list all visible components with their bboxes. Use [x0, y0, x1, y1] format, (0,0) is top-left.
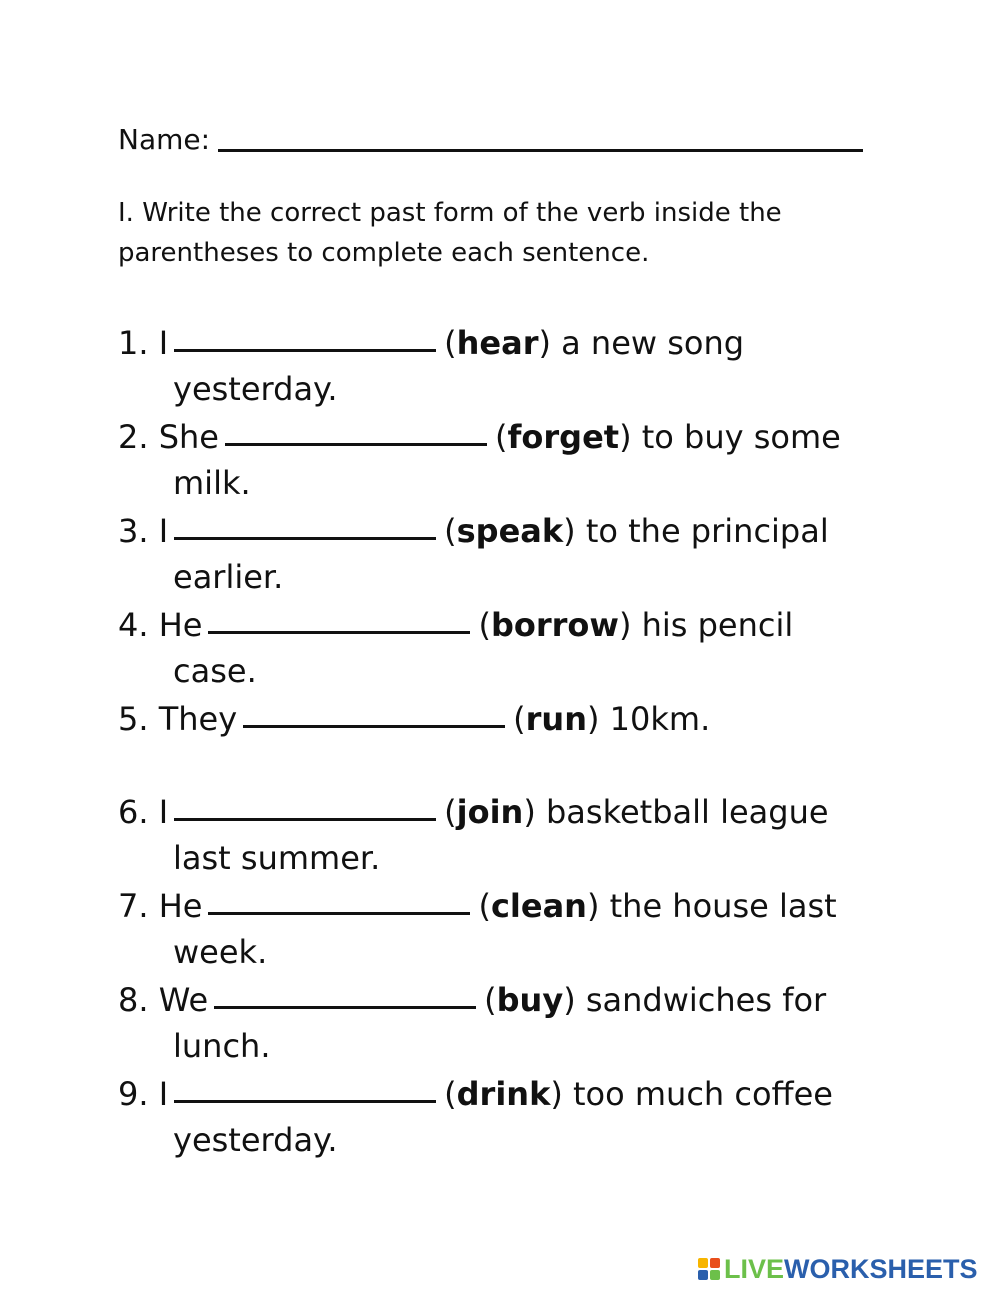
logo-square-icon	[698, 1258, 708, 1268]
exercise-item-8: 8. We (buy) sandwiches for lunch.	[118, 977, 898, 1069]
item-verb: run	[525, 700, 587, 738]
item-verb: join	[456, 793, 524, 831]
exercise-item-3: 3. I (speak) to the principal earlier.	[118, 508, 898, 600]
item-continuation: lunch.	[173, 1027, 271, 1065]
liveworksheets-logo[interactable]	[698, 1254, 978, 1284]
item-subject: I	[158, 324, 169, 362]
item-continuation: case.	[173, 652, 257, 690]
name-input-line[interactable]	[218, 149, 863, 152]
item-subject: I	[158, 512, 169, 550]
item-rest: the house last	[609, 887, 837, 925]
item-subject: They	[158, 700, 238, 738]
item-rest: his pencil	[641, 606, 794, 644]
instructions: I. Write the correct past form of the verb inside the parentheses to complete each sentence.	[118, 198, 782, 268]
item-continuation: last summer.	[173, 839, 381, 877]
item-continuation: yesterday.	[173, 370, 338, 408]
item-continuation: earlier.	[173, 558, 284, 596]
exercise-item-5: 5. They (run) 10km.	[118, 700, 711, 738]
answer-blank[interactable]	[214, 1006, 476, 1009]
brand-text	[724, 1254, 978, 1285]
exercise-item-7: 7. He (clean) the house last week.	[118, 883, 898, 975]
item-continuation: yesterday.	[173, 1121, 338, 1159]
logo-square-icon	[710, 1270, 720, 1280]
item-subject: I	[158, 1075, 169, 1113]
item-rest: basketball league	[545, 793, 829, 831]
exercise-item-4: 4. He (borrow) his pencil case.	[118, 602, 898, 694]
item-rest: a new song	[561, 324, 745, 362]
answer-blank[interactable]	[174, 537, 436, 540]
item-verb: borrow	[490, 606, 619, 644]
item-verb: speak	[456, 512, 564, 550]
exercise-item-6: 6. I (join) basketball league last summer.	[118, 789, 898, 881]
exercise-item-9: 9. I (drink) too much coffee yesterday.	[118, 1071, 898, 1163]
item-number: 7.	[118, 887, 149, 925]
item-continuation: milk.	[173, 464, 251, 502]
item-number: 5.	[118, 700, 149, 738]
item-continuation: week.	[173, 933, 268, 971]
item-rest: sandwiches for	[585, 981, 827, 1019]
answer-blank[interactable]	[174, 818, 436, 821]
item-rest: to the principal	[585, 512, 829, 550]
item-subject: We	[158, 981, 209, 1019]
brand-live: LIVE	[724, 1253, 785, 1284]
item-subject: He	[158, 606, 203, 644]
liveworksheets-icon	[698, 1258, 720, 1280]
item-number: 6.	[118, 793, 149, 831]
item-verb: drink	[456, 1075, 551, 1113]
logo-square-icon	[698, 1270, 708, 1280]
item-rest: too much coffee	[573, 1075, 833, 1113]
answer-blank[interactable]	[174, 1100, 436, 1103]
item-number: 4.	[118, 606, 149, 644]
answer-blank[interactable]	[208, 912, 470, 915]
brand-worksheets: WORKSHEETS	[784, 1253, 978, 1284]
item-rest: 10km.	[609, 700, 711, 738]
logo-square-icon	[710, 1258, 720, 1268]
item-subject: She	[158, 418, 219, 456]
item-number: 2.	[118, 418, 149, 456]
item-rest: to buy some	[641, 418, 841, 456]
name-label: Name:	[118, 123, 211, 156]
answer-blank[interactable]	[174, 349, 436, 352]
exercise-item-1: 1. I (hear) a new song yesterday.	[118, 320, 898, 412]
item-number: 3.	[118, 512, 149, 550]
item-verb: buy	[496, 981, 564, 1019]
answer-blank[interactable]	[208, 631, 470, 634]
exercise-item-2: 2. She (forget) to buy some milk.	[118, 414, 898, 506]
item-number: 9.	[118, 1075, 149, 1113]
item-verb: forget	[507, 418, 620, 456]
item-subject: He	[158, 887, 203, 925]
answer-blank[interactable]	[243, 725, 505, 728]
item-number: 1.	[118, 324, 149, 362]
item-number: 8.	[118, 981, 149, 1019]
item-subject: I	[158, 793, 169, 831]
name-field-row	[118, 116, 868, 156]
item-verb: hear	[456, 324, 539, 362]
answer-blank[interactable]	[225, 443, 487, 446]
item-verb: clean	[490, 887, 587, 925]
